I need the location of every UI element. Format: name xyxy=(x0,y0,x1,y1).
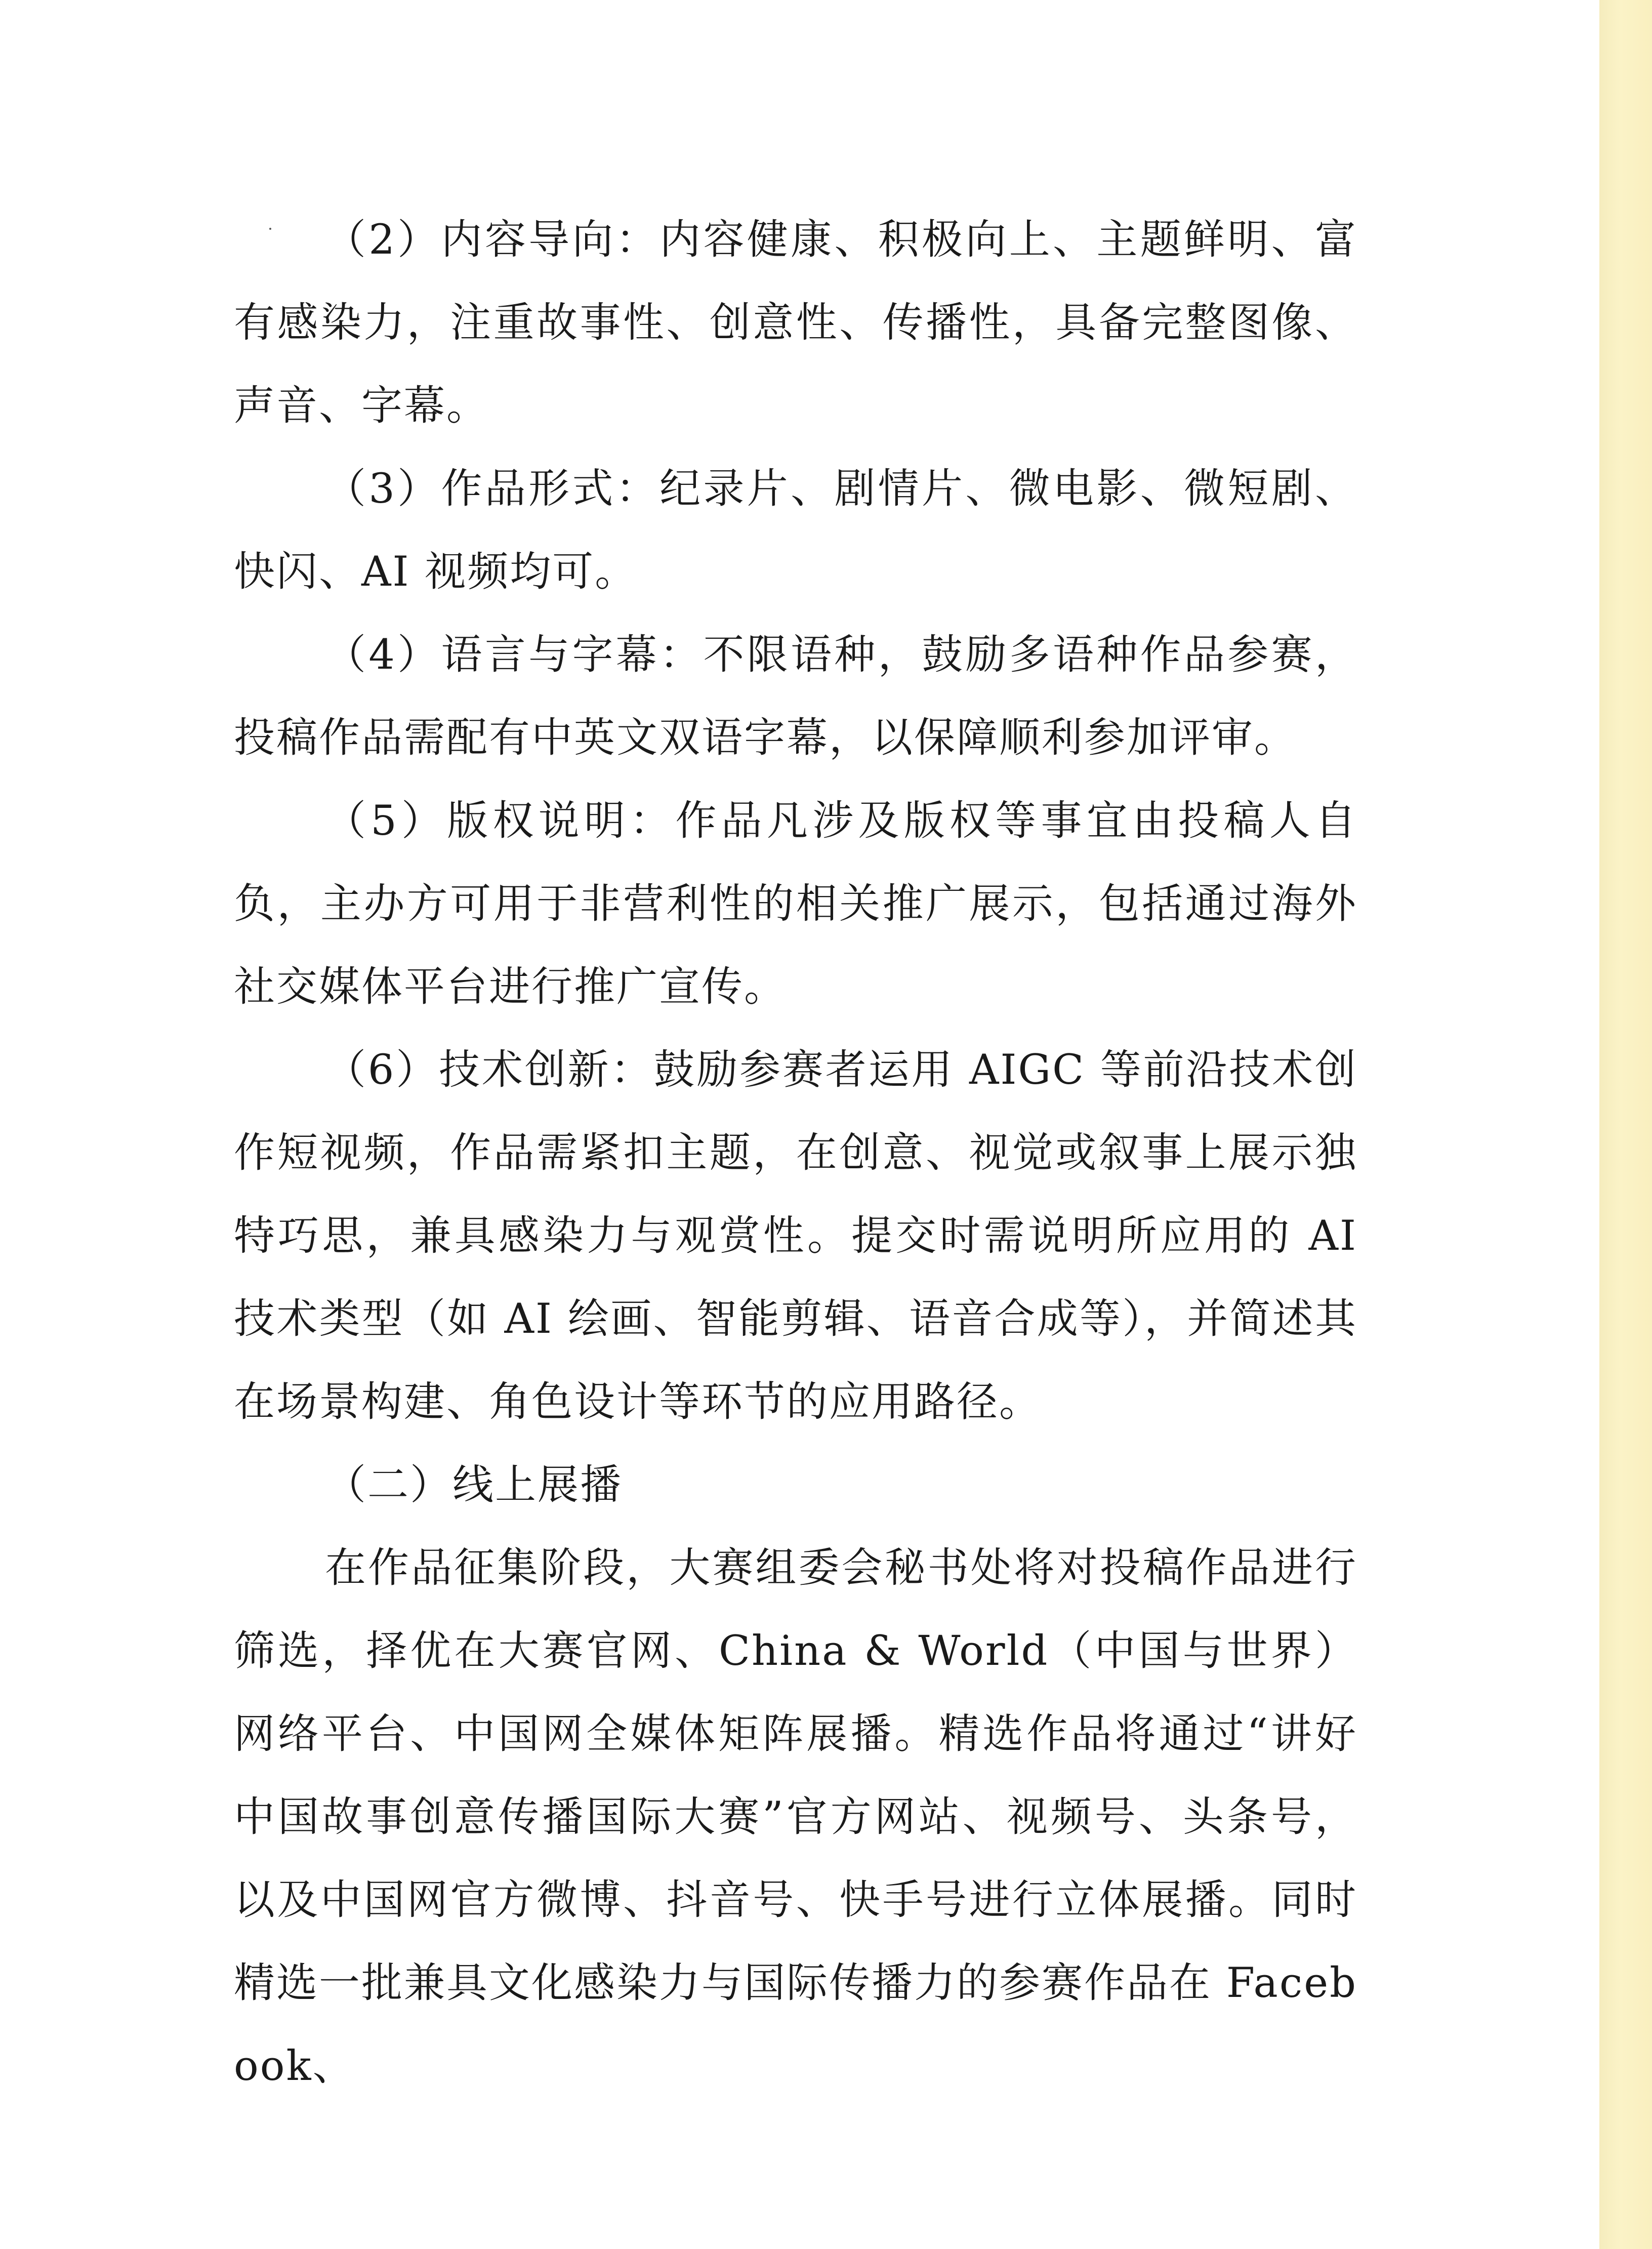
section-heading-online-showcase: （二）线上展播 xyxy=(325,1461,623,1509)
paragraph-copyright: （5）版权说明：作品凡涉及版权等事宜由投稿人自负，主办方可用于非营利性的相关推广展示，包括通过海外社交媒体平台进行推广宣传。 xyxy=(234,797,1357,1011)
paragraph-work-format: （3）作品形式：纪录片、剧情片、微电影、微短剧、快闪、AI 视频均可。 xyxy=(234,465,1357,596)
document-body xyxy=(234,198,1357,2108)
paragraph-content-orientation: （2）内容导向：内容健康、积极向上、主题鲜明、富有感染力，注重故事性、创意性、传播性，具备完整图像、声音、字幕。 xyxy=(234,216,1357,430)
page-background-edge xyxy=(1599,0,1652,2249)
paragraph-online-showcase: 在作品征集阶段，大赛组委会秘书处将对投稿作品进行筛选，择优在大赛官网、China & World（中国与世界）网络平台、中国网全媒体矩阵展播。精选作品将通过“讲好中国故事创意传播国际大赛”官方网站、视频号、头条号，以及中国网官方微博、抖音号、快手号进行立体展播。同时精选一批兼具文化感染力与国际传播力的参赛作品在 Facebook、 xyxy=(234,1544,1357,2090)
paragraph-language-subtitles: （4）语言与字幕：不限语种，鼓励多语种作品参赛，投稿作品需配有中英文双语字幕，以保障顺利参加评审。 xyxy=(234,631,1357,762)
paragraph-tech-innovation: （6）技术创新：鼓励参赛者运用 AIGC 等前沿技术创作短视频，作品需紧扣主题，在创意、视觉或叙事上展示独特巧思，兼具感染力与观赏性。提交时需说明所应用的 AI 技术类型（如 AI 绘画、智能剪辑、语音合成等），并简述其在场景构建、角色设计等环节的应用路径。 xyxy=(234,1046,1357,1426)
